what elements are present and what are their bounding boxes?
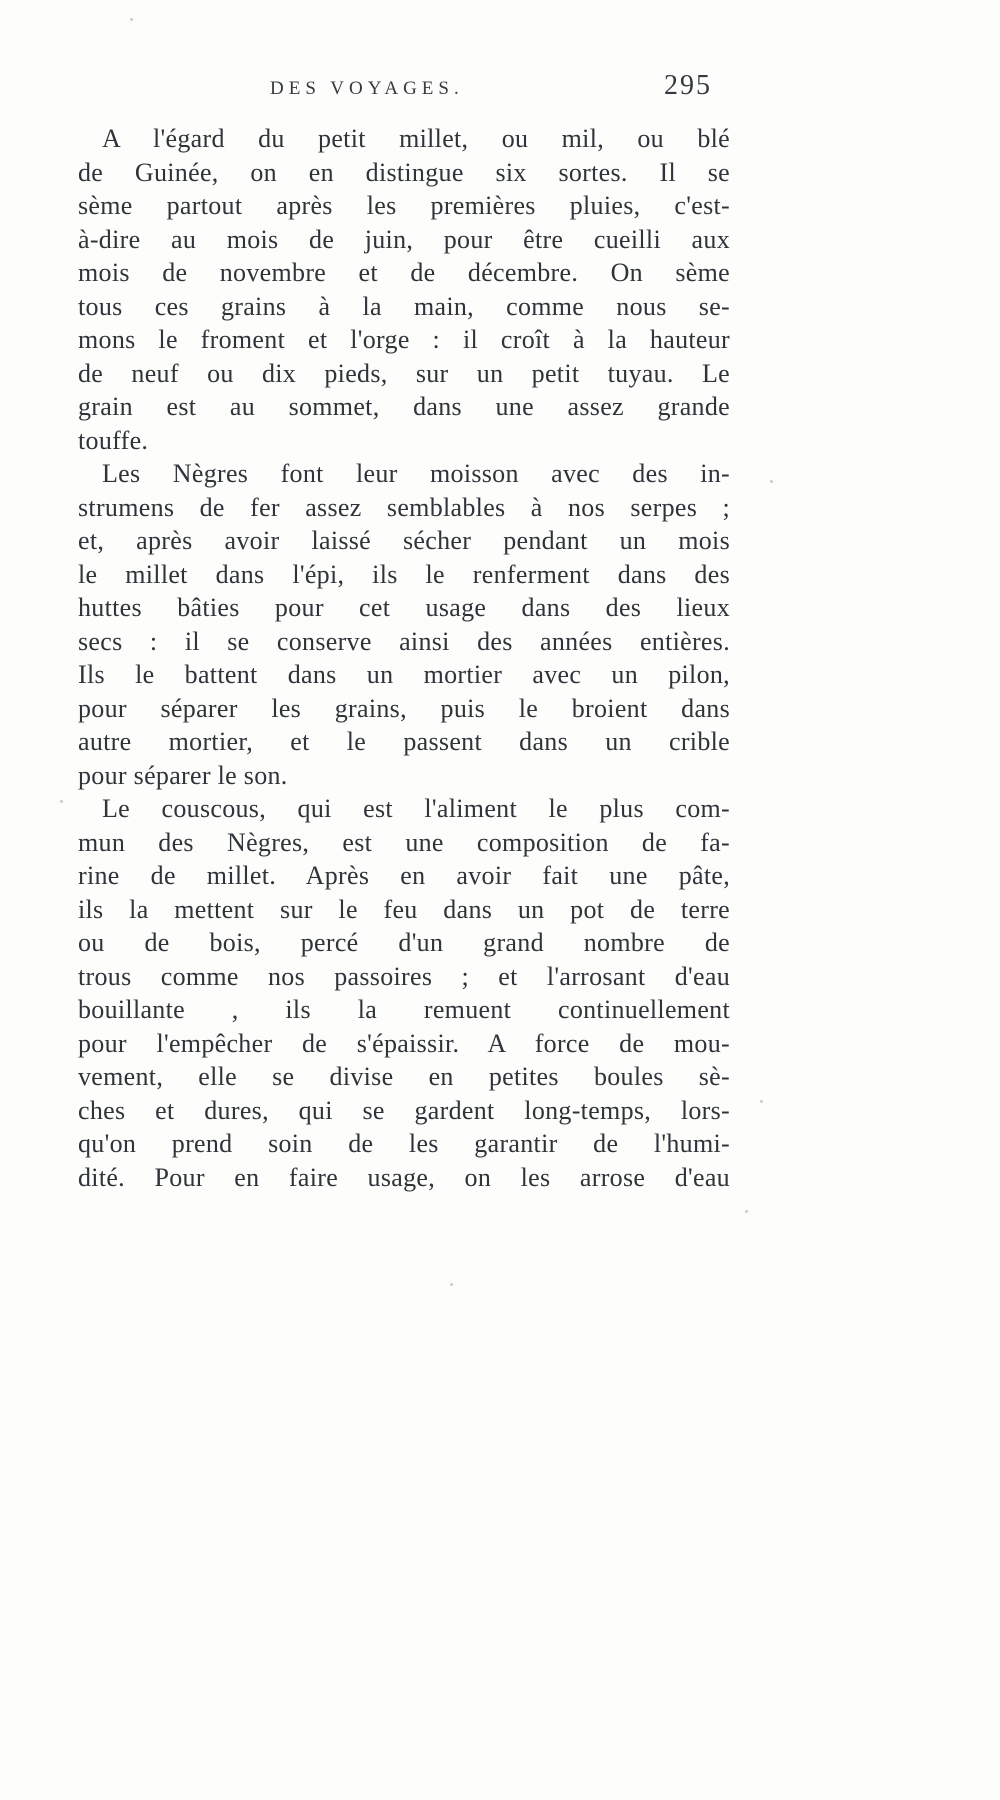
text-line: strumens de fer assez semblables à nos serpes ; (78, 492, 730, 522)
text-line: Le couscous, qui est l'aliment le plus com- (102, 794, 730, 823)
text-line: autre mortier, et le passent dans un crible (78, 727, 730, 756)
text-line: à-dire au mois de juin, pour être cueilli aux (78, 224, 730, 254)
paragraph (78, 457, 730, 792)
paragraph (78, 122, 730, 457)
text-line: huttes bâties pour cet usage dans des lieux (78, 593, 730, 622)
text-line: ils la mettent sur le feu dans un pot de terre (78, 894, 730, 924)
text-line: secs : il se conserve ainsi des années entières. (78, 626, 730, 656)
page-number: 295 (664, 70, 712, 101)
text-line: de Guinée, on en distingue six sortes. Il se (78, 157, 730, 187)
scan-speck (60, 800, 63, 803)
text-line: bouillante , ils la remuent continuellement (78, 995, 730, 1024)
text-line: A l'égard du petit millet, ou mil, ou blé (102, 124, 730, 153)
text-line: qu'on prend soin de les garantir de l'humi- (78, 1129, 730, 1158)
scan-speck (745, 1210, 748, 1213)
text-line: mons le froment et l'orge : il croît à la hauteur (78, 325, 730, 354)
text-line: pour l'empêcher de s'épaissir. A force de mou- (78, 1028, 730, 1058)
text-line: dité. Pour en faire usage, on les arrose d'eau (78, 1162, 730, 1192)
text-line: ches et dures, qui se gardent long-temps, lors- (78, 1095, 730, 1125)
text-line: vement, elle se divise en petites boules sè- (78, 1062, 730, 1091)
running-header (78, 70, 730, 116)
text-block (78, 122, 730, 1194)
scan-speck (130, 18, 133, 21)
text-line: touffe. (78, 425, 149, 455)
scan-speck (450, 1283, 453, 1286)
text-line: Ils le battent dans un mortier avec un pilon, (78, 660, 730, 689)
text-line: le millet dans l'épi, ils le renferment dans des (78, 559, 730, 589)
text-line: pour séparer le son. (78, 760, 288, 790)
scan-speck (760, 1100, 763, 1103)
running-title: DES VOYAGES. (270, 78, 464, 99)
text-line: ou de bois, percé d'un grand nombre de (78, 928, 730, 957)
text-line: rine de millet. Après en avoir fait une pâte, (78, 861, 730, 890)
text-line: mun des Nègres, est une composition de fa- (78, 827, 730, 857)
scan-speck (770, 480, 773, 483)
paragraph (78, 792, 730, 1194)
text-line: trous comme nos passoires ; et l'arrosant d'eau (78, 961, 730, 991)
text-line: Les Nègres font leur moisson avec des in- (102, 459, 730, 488)
text-line: sème partout après les premières pluies, c'est- (78, 191, 730, 220)
text-line: tous ces grains à la main, comme nous se- (78, 291, 730, 321)
text-line: de neuf ou dix pieds, sur un petit tuyau. Le (78, 358, 730, 388)
text-line: mois de novembre et de décembre. On sème (78, 258, 730, 287)
content-column (78, 70, 730, 1194)
text-line: et, après avoir laissé sécher pendant un mois (78, 526, 730, 555)
text-line: pour séparer les grains, puis le broient dans (78, 693, 730, 723)
text-line: grain est au sommet, dans une assez grande (78, 392, 730, 421)
